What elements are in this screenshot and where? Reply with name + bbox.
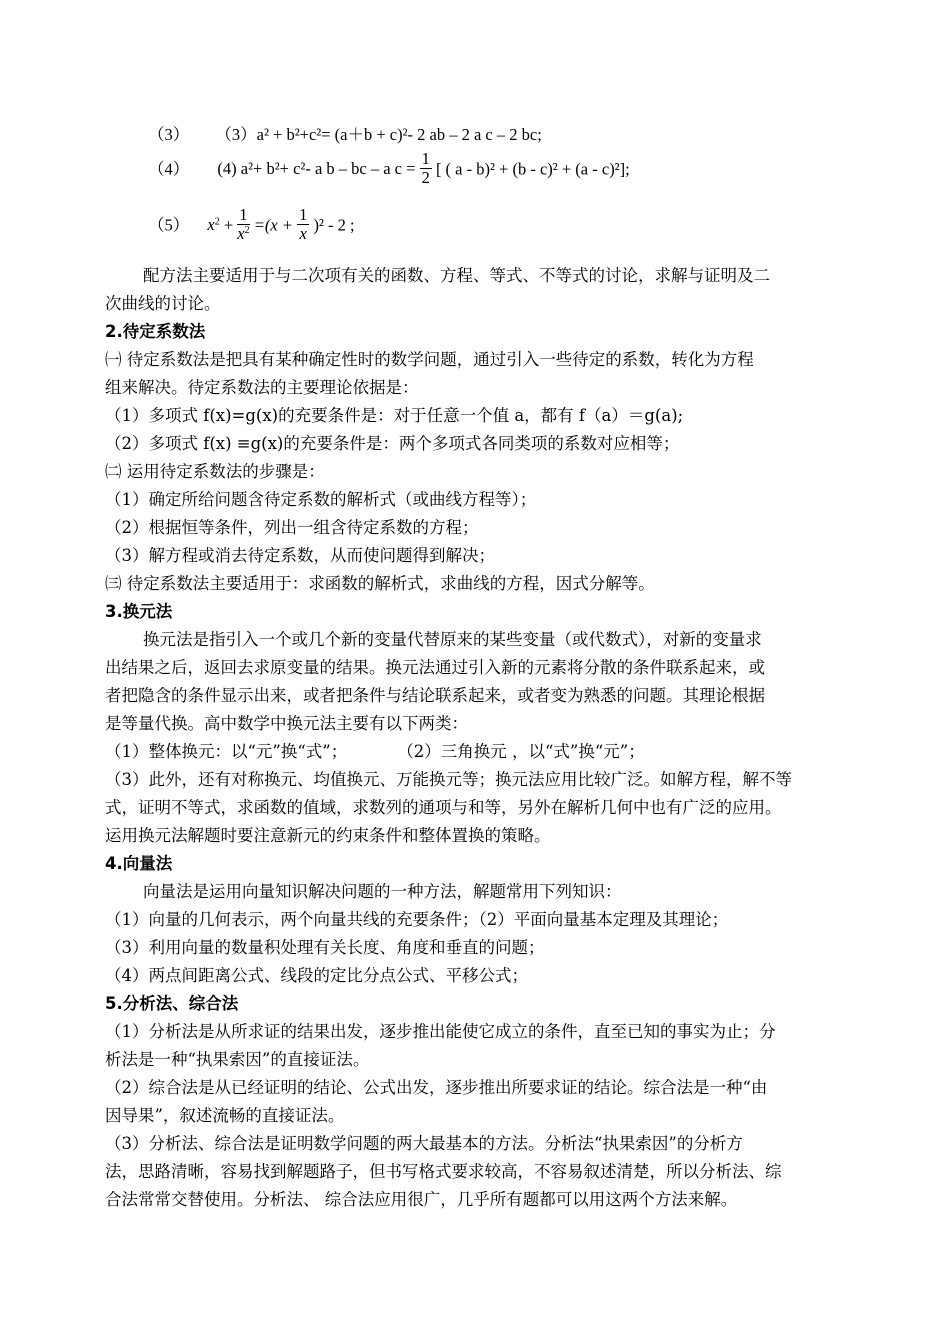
list-item: （1）整体换元：以“元”换“式”； xyxy=(105,742,348,761)
list-item-row xyxy=(105,738,855,766)
section-heading-5: 5.分析法、综合法 xyxy=(105,994,239,1013)
list-item: （1）多项式 f(x)=g(x)的充要条件是：对于任意一个值 a，都有 f（a）＝g(a); xyxy=(105,406,684,425)
paragraph-line: （1）分析法是从所求证的结果出发，逐步推出能使它成立的条件，直至已知的事实为止；分 xyxy=(105,1022,776,1041)
paragraph-line: 换元法是指引入一个或几个新的变量代替原来的某些变量（或代数式），对新的变量求 xyxy=(143,630,762,649)
paragraph-line: 出结果之后，返回去求原变量的结果。换元法通过引入新的元素将分散的条件联系起来，或 xyxy=(105,658,765,677)
formula-5: （5） $x^2$ + $\frac{1}{x^2}$ =(x + $\frac{1}{x}$ )² - 2 ; xyxy=(148,205,355,243)
paragraph-line: （3）分析法、综合法是证明数学问题的两大最基本的方法。分析法“执果索因”的分析方 xyxy=(105,1134,743,1153)
formula-3 xyxy=(148,121,542,145)
paragraph-line: 配方法主要适用于与二次项有关的函数、方程、等式、不等式的讨论，求解与证明及二 xyxy=(143,266,770,285)
formula-5-fraction: $\frac{1}{x^2}$ xyxy=(237,205,250,243)
paragraph-line: 运用换元法解题时要注意新元的约束条件和整体置换的策略。 xyxy=(105,826,551,845)
list-item: （2）根据恒等条件，列出一组含待定系数的方程； xyxy=(105,518,479,537)
paragraph-line: 因导果”，叙述流畅的直接证法。 xyxy=(105,1106,345,1125)
formula-5-eq: =(x + xyxy=(253,215,293,235)
section-heading-3: 3.换元法 xyxy=(105,602,173,621)
paragraph-line: ㈡ 运用待定系数法的步骤是： xyxy=(105,462,325,481)
formula-5-fraction-2 xyxy=(297,206,309,243)
paragraph-line: 析法是一种“执果索因”的直接证法。 xyxy=(105,1050,370,1069)
paragraph-line: （3）此外，还有对称换元、均值换元、万能换元等；换元法应用比较广泛。如解方程，解不等 xyxy=(105,770,792,789)
formula-3-text: （3）a² + b²+c²= (a＋b + c)²- 2 ab – 2 a c – 2 bc; xyxy=(215,125,542,144)
section-heading-4: 4.向量法 xyxy=(105,854,173,873)
list-item: （2）三角换元 ，以“式”换“元”； xyxy=(397,742,645,761)
paragraph-line: 次曲线的讨论。 xyxy=(105,294,221,313)
paragraph-line: 者把隐含的条件显示出来，或者把条件与结论联系起来，或者变为熟悉的问题。其理论根据 xyxy=(105,686,765,705)
paragraph-line: 组来解决。待定系数法的主要理论依据是： xyxy=(105,378,419,397)
section-heading-2: 2.待定系数法 xyxy=(105,322,206,341)
formula-5-number: （5） xyxy=(148,215,190,235)
formula-4 xyxy=(148,149,630,189)
paragraph-line: 是等量代换。高中数学中换元法主要有以下两类： xyxy=(105,714,468,733)
formula-5-plus: + xyxy=(223,215,234,235)
fraction-denominator: 2 xyxy=(421,168,430,187)
formula-4-number: （4） xyxy=(148,159,190,179)
paragraph-line: 式，证明不等式，求函数的值域，求数列的通项与和等，另外在解析几何中也有广泛的应用。 xyxy=(105,798,782,817)
list-item: （3）利用向量的数量积处理有关长度、角度和垂直的问题； xyxy=(105,938,545,957)
fraction-numerator: 1 xyxy=(237,206,249,225)
fraction-denominator: x xyxy=(299,224,307,243)
formula-3-number: （3） xyxy=(148,125,190,144)
formula-4-left: (4) a²+ b²+ c²- a b – bc – a c = xyxy=(217,159,416,179)
formula-4-right: [ ( a - b)² + (b - c)² + (a - c)²]; xyxy=(435,159,630,179)
fraction-numerator: 1 xyxy=(299,205,308,224)
formula-5-x: x xyxy=(207,215,215,235)
list-item: （4）两点间距离公式、线段的定比分点公式、平移公式； xyxy=(105,966,528,985)
paragraph-line: ㈠ 待定系数法是把具有某种确定性时的数学问题，通过引入一些待定的系数，转化为方程 xyxy=(105,350,754,369)
list-item: （1）向量的几何表示，两个向量共线的充要条件；（2）平面向量基本定理及其理论； xyxy=(105,910,729,929)
list-item: （3）解方程或消去待定系数，从而使问题得到解决； xyxy=(105,546,495,565)
paragraph-line: 法，思路清晰，容易找到解题路子，但书写格式要求较高，不容易叙述清楚，所以分析法、综 xyxy=(105,1162,782,1181)
list-item: （2）多项式 f(x) ≡g(x)的充要条件是：两个多项式各同类项的系数对应相等； xyxy=(105,434,680,453)
formula-5-tail: )² - 2 ; xyxy=(313,215,355,235)
fraction-denominator: x xyxy=(237,224,245,243)
paragraph-line: （2）综合法是从已经证明的结论、公式出发，逐步推出所要求证的结论。综合法是一种“由 xyxy=(105,1078,768,1097)
paragraph-line: ㈢ 待定系数法主要适用于：求函数的解析式，求曲线的方程，因式分解等。 xyxy=(105,574,655,593)
formula-4-fraction xyxy=(420,150,432,187)
paragraph-line: 合法常常交替使用。分析法、 综合法应用很广，几乎所有题都可以用这两个方法来解。 xyxy=(105,1190,738,1209)
paragraph-line: 向量法是运用向量知识解决问题的一种方法，解题常用下列知识： xyxy=(143,882,622,901)
fraction-numerator: 1 xyxy=(421,149,430,168)
list-item: （1）确定所给问题含待定系数的解析式（或曲线方程等）； xyxy=(105,490,537,509)
